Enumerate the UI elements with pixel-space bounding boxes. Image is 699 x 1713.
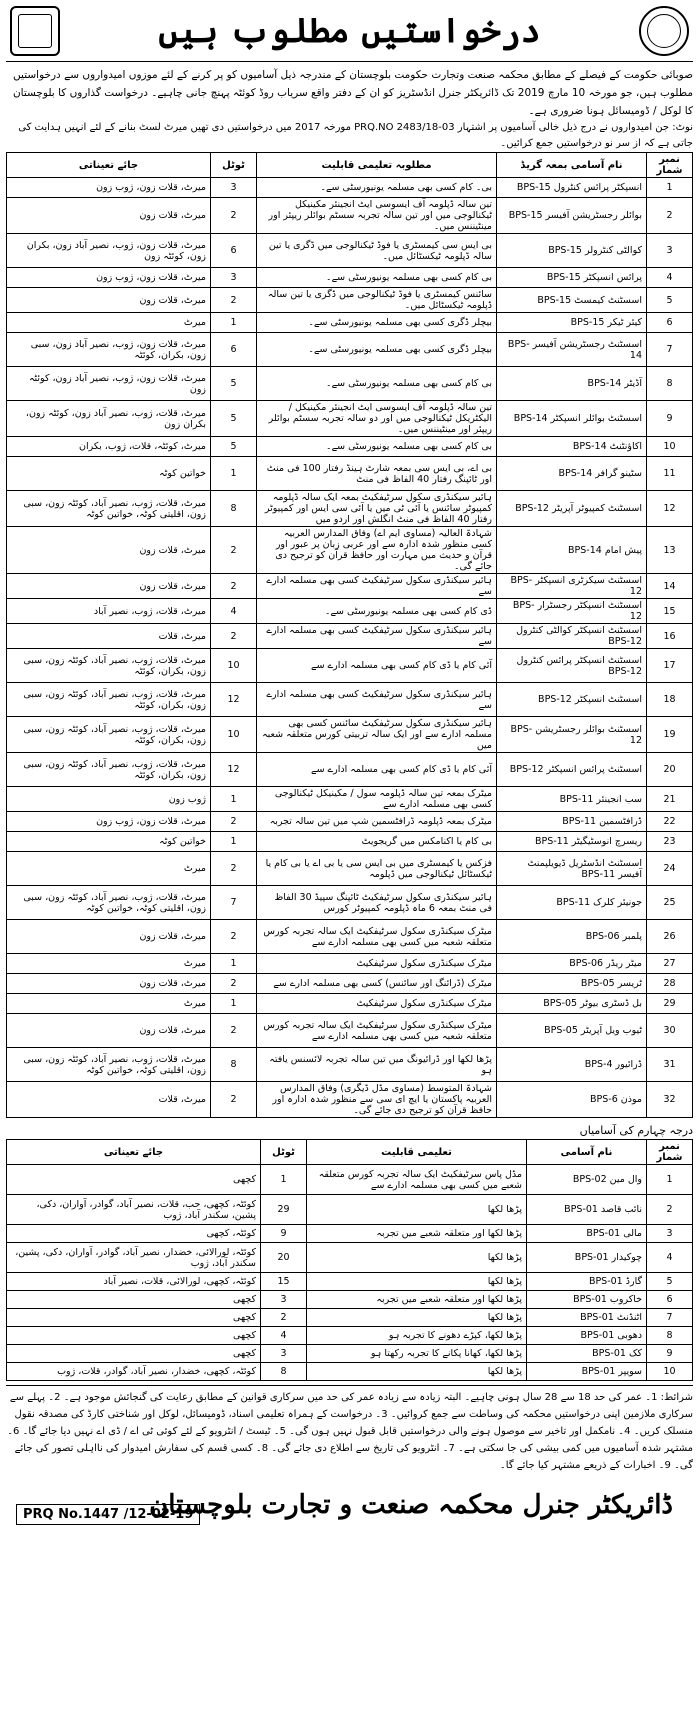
- post-count: 3: [261, 1291, 307, 1309]
- qualification: میٹرک سیکنڈری سکول سرٹیفکیٹ ایک سالہ تجربہ کورس متعلقہ شعبہ میں کسی بھی مسلمہ ادارے سے: [257, 920, 497, 954]
- post-name: اسسٹنٹ کمپیوٹر آپریٹر BPS-12: [497, 491, 647, 527]
- post-count: 5: [211, 437, 257, 457]
- posting-place: میرٹ، قلات زون، ژوب زون: [7, 268, 211, 288]
- post-name: اسسٹنٹ رجسٹریشن آفیسر BPS-14: [497, 333, 647, 367]
- post-name: انسپکٹر پرائس کنٹرول BPS-15: [497, 178, 647, 198]
- table-row: [7, 1048, 693, 1082]
- post-count: 3: [211, 268, 257, 288]
- table-row: [7, 1082, 693, 1118]
- row-number: 30: [647, 1014, 693, 1048]
- row-number: 8: [647, 1327, 693, 1345]
- post-count: 12: [211, 753, 257, 787]
- posting-place: میرٹ: [7, 852, 211, 886]
- post-count: 12: [211, 683, 257, 717]
- row-number: 29: [647, 994, 693, 1014]
- table-header-row: [7, 153, 693, 178]
- qualification: فزکس یا کیمسٹری میں بی ایس سی یا بی اے یا بی کام یا ٹیکسٹائل ٹیکنالوجی میں ڈپلومہ: [257, 852, 497, 886]
- post-name: اسسٹنٹ انسپکٹر رجسٹرار BPS-12: [497, 599, 647, 624]
- table-row: [7, 574, 693, 599]
- row-number: 4: [647, 1243, 693, 1273]
- row-number: 13: [647, 527, 693, 574]
- page-title: درخواستیں مطلوب ہیں: [158, 11, 541, 51]
- qualification: آئی کام یا ڈی کام کسی بھی مسلمہ ادارے سے: [257, 753, 497, 787]
- posting-place: خواتین کوٹہ: [7, 832, 211, 852]
- qualification: بیچلر ڈگری کسی بھی مسلمہ یونیورسٹی سے۔: [257, 313, 497, 333]
- table-row: [7, 1363, 693, 1381]
- row-number: 14: [647, 574, 693, 599]
- posting-place: میرٹ، قلات، ژوب، نصیر آباد، کوئٹہ زون، سبی زون، بکران، کوئٹہ: [7, 649, 211, 683]
- qualification: پڑھا لکھا: [307, 1273, 527, 1291]
- header-place: جائے تعیناتی: [7, 1140, 261, 1165]
- post-count: 10: [211, 649, 257, 683]
- row-number: 24: [647, 852, 693, 886]
- posting-place: کوئٹہ، کچھی، حب، قلات، نصیر آباد، گوادر، آواران، دکی، پشین، سکندر آباد، ژوب: [7, 1195, 261, 1225]
- qualification: میٹرک بمعہ ڈپلومہ ڈرافٹسمین شپ میں تین سالہ تجربہ: [257, 812, 497, 832]
- qualification: پڑھا لکھا: [307, 1195, 527, 1225]
- posting-place: میرٹ، قلات زون: [7, 1014, 211, 1048]
- post-name: مالی BPS-01: [527, 1225, 647, 1243]
- row-number: 2: [647, 198, 693, 234]
- row-number: 10: [647, 1363, 693, 1381]
- class-four-table: [6, 1139, 693, 1381]
- row-number: 25: [647, 886, 693, 920]
- qualification: میٹرک (ڈرائنگ اور سائنس) کسی بھی مسلمہ ادارے سے: [257, 974, 497, 994]
- post-name: اسسٹنٹ کیمسٹ BPS-15: [497, 288, 647, 313]
- post-name: پیش امام BPS-14: [497, 527, 647, 574]
- government-seal-icon: [10, 6, 60, 56]
- post-count: 2: [211, 198, 257, 234]
- qualification: شہادۃ العالیہ (مساوی ایم اے) وفاق المدارس العربیہ کسی منظور شدہ ادارہ سے اور عربی زبان پر عبور اور قرآن و حدیث میں مہارت اور حافظ قرآن کو ترجیح دی جائے گی۔: [257, 527, 497, 574]
- table-row: [7, 234, 693, 268]
- post-count: 1: [211, 787, 257, 812]
- post-count: 2: [211, 624, 257, 649]
- qualification: پڑھا لکھا اور متعلقہ شعبے میں تجربہ: [307, 1291, 527, 1309]
- row-number: 1: [647, 1165, 693, 1195]
- qualification: ہائیر سیکنڈری سکول سرٹیفکیٹ سائنس کسی بھی مسلمہ ادارے سے اور ایک سالہ تربیتی کورس متعلقہ شعبہ میں: [257, 717, 497, 753]
- qualification: تین سالہ ڈپلومہ آف ایسوسی ایٹ انجینئر مکینیکل / الیکٹریکل ٹیکنالوجی میں اور دو سالہ تجربہ سسٹم بوائلر ریپئر اور مینٹیننس میں۔: [257, 401, 497, 437]
- table-row: [7, 288, 693, 313]
- table-row: [7, 599, 693, 624]
- row-number: 11: [647, 457, 693, 491]
- post-count: 3: [211, 178, 257, 198]
- row-number: 31: [647, 1048, 693, 1082]
- qualification: بی کام یا اکنامکس میں گریجویٹ: [257, 832, 497, 852]
- post-count: 2: [211, 527, 257, 574]
- post-count: 2: [211, 852, 257, 886]
- posting-place: میرٹ، قلات زون، ژوب، نصیر آباد زون، کوئٹہ زون: [7, 367, 211, 401]
- table-header-row: [7, 1140, 693, 1165]
- posting-place: میرٹ، قلات زون: [7, 974, 211, 994]
- qualification: ہائیر سیکنڈری سکول سرٹیفکیٹ کسی بھی مسلمہ ادارے سے: [257, 683, 497, 717]
- row-number: 12: [647, 491, 693, 527]
- post-name: ڈرائیور BPS-4: [497, 1048, 647, 1082]
- row-number: 15: [647, 599, 693, 624]
- signature-line: ڈائریکٹر جنرل محکمہ صنعت و تجارت بلوچستان: [149, 1490, 673, 1520]
- post-name: اسسٹنٹ پرائس انسپکٹر BPS-12: [497, 753, 647, 787]
- post-count: 2: [211, 1082, 257, 1118]
- posting-place: میرٹ، کوئٹہ، قلات، ژوب، بکران: [7, 437, 211, 457]
- row-number: 22: [647, 812, 693, 832]
- qualification: آئی کام یا ڈی کام کسی بھی مسلمہ ادارے سے: [257, 649, 497, 683]
- post-name: اسسٹنٹ انسپکٹر BPS-12: [497, 683, 647, 717]
- vacancies-table: [6, 152, 693, 1118]
- post-count: 8: [261, 1363, 307, 1381]
- table-row: [7, 994, 693, 1014]
- table-row: [7, 683, 693, 717]
- qualification: شہادۃ المتوسط (مساوی مڈل ڈیگری) وفاق المدارس العربیہ پاکستان یا ایچ ای سی سے منظور شدہ ادارہ اور حافظ قرآن کو ترجیح دی جائے گی۔: [257, 1082, 497, 1118]
- table-row: [7, 268, 693, 288]
- posting-place: کوئٹہ، کچھی، خضدار، نصیر آباد، گوادر، قلات، ژوب: [7, 1363, 261, 1381]
- table-row: [7, 812, 693, 832]
- table-row: [7, 527, 693, 574]
- header-post: نام آسامی: [527, 1140, 647, 1165]
- post-name: ریسرچ انوسٹیگیٹر BPS-11: [497, 832, 647, 852]
- table-row: [7, 1165, 693, 1195]
- posting-place: کچھی: [7, 1309, 261, 1327]
- row-number: 17: [647, 649, 693, 683]
- post-count: 20: [261, 1243, 307, 1273]
- row-number: 20: [647, 753, 693, 787]
- post-count: 2: [211, 288, 257, 313]
- post-count: 2: [211, 1014, 257, 1048]
- table-row: [7, 1345, 693, 1363]
- row-number: 7: [647, 333, 693, 367]
- post-count: 6: [211, 234, 257, 268]
- post-count: 8: [211, 491, 257, 527]
- post-count: 10: [211, 717, 257, 753]
- row-number: 19: [647, 717, 693, 753]
- row-number: 5: [647, 1273, 693, 1291]
- post-name: بوائلر رجسٹریشن آفیسر BPS-15: [497, 198, 647, 234]
- posting-place: کچھی: [7, 1327, 261, 1345]
- qualification: بی کام کسی بھی مسلمہ یونیورسٹی سے۔: [257, 268, 497, 288]
- row-number: 9: [647, 1345, 693, 1363]
- table-row: [7, 457, 693, 491]
- post-name: سویپر BPS-01: [527, 1363, 647, 1381]
- post-count: 4: [211, 599, 257, 624]
- post-count: 4: [261, 1327, 307, 1345]
- qualification: ہائیر سیکنڈری سکول سرٹیفکیٹ کسی بھی مسلمہ ادارے سے: [257, 624, 497, 649]
- qualification: تین سالہ ڈپلومہ آف ایسوسی ایٹ انجینئر مکینیکل ٹیکنالوجی میں اور تین سالہ تجربہ سسٹم بوائلر ریپئر اور مینٹیننس میں۔: [257, 198, 497, 234]
- qualification: میٹرک سیکنڈری سکول سرٹیفکیٹ: [257, 954, 497, 974]
- qualification: بیچلر ڈگری کسی بھی مسلمہ یونیورسٹی سے۔: [257, 333, 497, 367]
- table-row: [7, 787, 693, 812]
- post-name: ٹیوب ویل آپریٹر BPS-05: [497, 1014, 647, 1048]
- posting-place: میرٹ، قلات، ژوب، نصیر آباد، کوئٹہ زون، سبی زون، اقلیتی کوٹہ، خواتین کوٹہ: [7, 1048, 211, 1082]
- table-row: [7, 954, 693, 974]
- post-count: 6: [211, 333, 257, 367]
- posting-place: کچھی: [7, 1345, 261, 1363]
- qualification: بی ایس سی کیمسٹری یا فوڈ ٹیکنالوجی میں ڈگری یا تین سالہ ڈپلومہ ٹیکسٹائل میں۔: [257, 234, 497, 268]
- posting-place: میرٹ، قلات زون، ژوب، نصیر آباد زون، بکران زون، کوئٹہ زون: [7, 234, 211, 268]
- table-row: [7, 920, 693, 954]
- post-name: سٹینو گرافر BPS-14: [497, 457, 647, 491]
- table-row: [7, 649, 693, 683]
- qualification: پڑھا لکھا، کپڑے دھونے کا تجربہ ہو: [307, 1327, 527, 1345]
- posting-place: میرٹ: [7, 954, 211, 974]
- post-name: اسسٹنٹ انسپکٹر کوالٹی کنٹرول BPS-12: [497, 624, 647, 649]
- post-count: 1: [211, 954, 257, 974]
- qualification: بی اے، بی ایس سی بمعہ شارٹ ہینڈ رفتار 100 فی منٹ اور ٹائپنگ رفتار 40 الفاظ فی منٹ: [257, 457, 497, 491]
- post-name: خاکروب BPS-01: [527, 1291, 647, 1309]
- header-total: ٹوٹل: [261, 1140, 307, 1165]
- posting-place: میرٹ، قلات زون: [7, 288, 211, 313]
- table-row: [7, 852, 693, 886]
- post-name: موذن BPS-6: [497, 1082, 647, 1118]
- post-count: 1: [211, 313, 257, 333]
- post-name: ٹریسر BPS-05: [497, 974, 647, 994]
- post-name: کوالٹی کنٹرولر BPS-15: [497, 234, 647, 268]
- balochistan-emblem-icon: [639, 6, 689, 56]
- header-no: نمبر شمار: [647, 153, 693, 178]
- posting-place: میرٹ، قلات: [7, 1082, 211, 1118]
- note-text: نوٹ: جن امیدواروں نے درج ذیل خالی آسامیوں پر اشتہار PRQ.NO 2483/18-03 مورخہ 2017 میں درخواستیں دی تھیں میرٹ لسٹ بنانے کے لئے انہیں ہدایت کی جاتی ہے کہ از سر نو درخواستیں جمع کرائیں۔: [18, 122, 693, 149]
- table-row: [7, 198, 693, 234]
- qualification: ہائیر سیکنڈری سکول سرٹیفکیٹ کسی بھی مسلمہ ادارے سے: [257, 574, 497, 599]
- post-name: آڈیٹر BPS-14: [497, 367, 647, 401]
- post-count: 1: [211, 832, 257, 852]
- posting-place: کوئٹہ، کچھی: [7, 1225, 261, 1243]
- post-name: اسسٹنٹ انڈسٹریل ڈیویلپمنٹ آفیسر BPS-11: [497, 852, 647, 886]
- table-row: [7, 974, 693, 994]
- posting-place: میرٹ، قلات زون، ژوب زون: [7, 812, 211, 832]
- post-name: چوکیدار BPS-01: [527, 1243, 647, 1273]
- posting-place: میرٹ، قلات زون، ژوب زون: [7, 178, 211, 198]
- row-number: 23: [647, 832, 693, 852]
- terms-text: شرائط: 1۔ عمر کی حد 18 سے 28 سال ہونی چاہیے۔ البتہ زیادہ سے زیادہ عمر کی حد میں سرکاری قوانین کے مطابق رعایت کی گنجائش موجود ہے۔ 2۔ پہلے سے سرکاری ملازمین اپنی درخواستیں محکمہ کی وساطت سے جمع کروائیں۔ 3۔ درخواست کے ہمراہ تعلیمی اسناد، ڈومیسائل، لوکل اور شناختی کارڈ کی مصدقہ نقول منسلک کریں۔ 4۔ نامکمل اور تاخیر سے موصول ہونے والی درخواستیں قابل قبول نہیں ہوں گی۔ 5۔ ٹیسٹ / انٹرویو کے لئے کوئی ٹی اے / ڈی اے نہیں دیا جائے گا۔ 6۔ مشتہر شدہ آسامیوں میں کمی بیشی کی جا سکتی ہے۔ 7۔ انٹرویو کی تاریخ سے اطلاع دی جائے گی۔ 8۔ کسی قسم کی سفارش امیدوار کی نااہلی تصور کی جائے گی۔ 9۔ اخبارات کے ذریعے مشتہر کیا جائے گا۔: [6, 1385, 693, 1474]
- table-row: [7, 624, 693, 649]
- qualification: ہائیر سیکنڈری سکول سرٹیفکیٹ ٹائپنگ سپیڈ 30 الفاظ فی منٹ بمعہ 6 ماہ ڈپلومہ کمپیوٹر کورس: [257, 886, 497, 920]
- posting-place: کوئٹہ، کچھی، لورالائی، قلات، نصیر آباد: [7, 1273, 261, 1291]
- row-number: 10: [647, 437, 693, 457]
- post-name: پلمبر BPS-06: [497, 920, 647, 954]
- post-count: 15: [261, 1273, 307, 1291]
- post-name: اسسٹنٹ بوائلر رجسٹریشن BPS-12: [497, 717, 647, 753]
- qualification: ڈی کام کسی بھی مسلمہ یونیورسٹی سے۔: [257, 599, 497, 624]
- posting-place: کچھی: [7, 1165, 261, 1195]
- qualification: بی کام کسی بھی مسلمہ یونیورسٹی سے۔: [257, 437, 497, 457]
- table-row: [7, 313, 693, 333]
- posting-place: میرٹ، قلات، ژوب، نصیر آباد، کوئٹہ زون، سبی زون، بکران، کوئٹہ: [7, 717, 211, 753]
- post-name: سب انجینئر BPS-11: [497, 787, 647, 812]
- qualification: میٹرک سیکنڈری سکول سرٹیفکیٹ: [257, 994, 497, 1014]
- post-name: اکاؤنٹنٹ BPS-14: [497, 437, 647, 457]
- row-number: 18: [647, 683, 693, 717]
- post-name: کیئر ٹیکر BPS-15: [497, 313, 647, 333]
- header-post: نام آسامی بمعہ گریڈ: [497, 153, 647, 178]
- posting-place: میرٹ، قلات، ژوب، نصیر آباد، کوئٹہ زون، سبی زون، اقلیتی کوٹہ، خواتین کوٹہ: [7, 886, 211, 920]
- post-name: گارڈ BPS-01: [527, 1273, 647, 1291]
- post-name: اٹنڈنٹ BPS-01: [527, 1309, 647, 1327]
- table-row: [7, 1309, 693, 1327]
- table-row: [7, 1014, 693, 1048]
- qualification: پڑھا لکھا: [307, 1363, 527, 1381]
- table-row: [7, 491, 693, 527]
- posting-place: میرٹ، قلات: [7, 624, 211, 649]
- row-number: 4: [647, 268, 693, 288]
- row-number: 26: [647, 920, 693, 954]
- qualification: سائنس کیمسٹری یا فوڈ ٹیکنالوجی میں ڈگری یا تین سالہ ڈپلومہ ٹیکسٹائل میں۔: [257, 288, 497, 313]
- posting-place: کچھی: [7, 1291, 261, 1309]
- table-row: [7, 1225, 693, 1243]
- table-row: [7, 753, 693, 787]
- post-count: 2: [261, 1309, 307, 1327]
- header-qualification: تعلیمی قابلیت: [307, 1140, 527, 1165]
- footer: [6, 1480, 693, 1540]
- qualification: پڑھا لکھا اور متعلقہ شعبے میں تجربہ: [307, 1225, 527, 1243]
- table-row: [7, 832, 693, 852]
- posting-place: میرٹ، قلات زون: [7, 920, 211, 954]
- posting-place: میرٹ: [7, 994, 211, 1014]
- posting-place: میرٹ، قلات، ژوب، نصیر آباد زون، کوئٹہ زون، بکران زون: [7, 401, 211, 437]
- post-name: دھوبی BPS-01: [527, 1327, 647, 1345]
- post-count: 7: [211, 886, 257, 920]
- table-row: [7, 437, 693, 457]
- intro-text: صوبائی حکومت کے فیصلے کے مطابق محکمہ صنعت وتجارت حکومت بلوچستان کے مندرجہ ذیل آسامیوں کو پر کرنے کے لئے موزوں امیدواروں سے درخواستیں مطلوب ہیں، جو مورخہ 10 مارچ 2019 تک ڈائریکٹر جنرل انڈسٹریز کو ان کے دفتر واقع سریاب روڈ کوئٹہ پہنچ جانی چاہیے۔ درخواست گذاروں کا بلوچستان کا لوکل / ڈومیسائل ہونا ضروری ہے۔: [12, 69, 693, 117]
- table-row: [7, 333, 693, 367]
- table-row: [7, 1327, 693, 1345]
- qualification: بی۔ کام کسی بھی مسلمہ یونیورسٹی سے۔: [257, 178, 497, 198]
- qualification: میٹرک بمعہ تین سالہ ڈپلومہ سول / مکینیکل ٹیکنالوجی کسی بھی مسلمہ ادارے سے: [257, 787, 497, 812]
- header-place: جائے تعیناتی: [7, 153, 211, 178]
- posting-place: میرٹ، قلات، ژوب، نصیر آباد، کوئٹہ زون، سبی زون، بکران، کوئٹہ: [7, 683, 211, 717]
- post-count: 1: [261, 1165, 307, 1195]
- post-name: نائب قاصد BPS-01: [527, 1195, 647, 1225]
- post-name: اسسٹنٹ سیکرٹری انسپکٹر BPS-12: [497, 574, 647, 599]
- posting-place: خواتین کوٹہ: [7, 457, 211, 491]
- row-number: 16: [647, 624, 693, 649]
- post-count: 2: [211, 574, 257, 599]
- post-count: 9: [261, 1225, 307, 1243]
- header-qualification: مطلوبہ تعلیمی قابلیت: [257, 153, 497, 178]
- row-number: 6: [647, 313, 693, 333]
- qualification: مڈل پاس سرٹیفکیٹ ایک سالہ تجربہ کورس متعلقہ شعبے میں کسی بھی مسلمہ ادارے سے: [307, 1165, 527, 1195]
- section-title-class-four: درجہ چہارم کی آسامیاں: [579, 1124, 693, 1137]
- row-number: 8: [647, 367, 693, 401]
- post-count: 2: [211, 812, 257, 832]
- row-number: 28: [647, 974, 693, 994]
- posting-place: میرٹ، قلات زون، ژوب، نصیر آباد زون، سبی زون، بکران، کوئٹہ: [7, 333, 211, 367]
- posting-place: میرٹ، قلات، ژوب، نصیر آباد، کوئٹہ زون، سبی زون، بکران، کوئٹہ: [7, 753, 211, 787]
- post-count: 2: [211, 920, 257, 954]
- row-number: 6: [647, 1291, 693, 1309]
- table-row: [7, 1291, 693, 1309]
- posting-place: میرٹ، قلات زون: [7, 198, 211, 234]
- row-number: 27: [647, 954, 693, 974]
- table-row: [7, 1243, 693, 1273]
- table-row: [7, 367, 693, 401]
- post-count: 5: [211, 401, 257, 437]
- post-name: اسسٹنٹ انسپکٹر پرائس کنٹرول BPS-12: [497, 649, 647, 683]
- header: [6, 4, 693, 62]
- post-name: جونیئر کلرک BPS-11: [497, 886, 647, 920]
- post-name: پرائس انسپکٹر BPS-15: [497, 268, 647, 288]
- post-count: 29: [261, 1195, 307, 1225]
- qualification: بی کام کسی بھی مسلمہ یونیورسٹی سے۔: [257, 367, 497, 401]
- qualification: پڑھا لکھا اور ڈرائیونگ میں تین سالہ تجربہ لائسنس یافتہ ہو: [257, 1048, 497, 1082]
- prq-number: PRQ No.1447 /12-02-19: [16, 1504, 200, 1525]
- qualification: پڑھا لکھا: [307, 1243, 527, 1273]
- row-number: 3: [647, 234, 693, 268]
- post-name: بل ڈسٹری بیوٹر BPS-05: [497, 994, 647, 1014]
- posting-place: میرٹ، قلات زون: [7, 527, 211, 574]
- qualification: میٹرک سیکنڈری سکول سرٹیفکیٹ ایک سالہ تجربہ کورس متعلقہ شعبہ میں کسی بھی مسلمہ ادارے سے: [257, 1014, 497, 1048]
- post-count: 1: [211, 457, 257, 491]
- header-no: نمبر شمار: [647, 1140, 693, 1165]
- post-name: میٹر ریڈر BPS-06: [497, 954, 647, 974]
- table-row: [7, 178, 693, 198]
- posting-place: کوئٹہ، لورالائی، خضدار، نصیر آباد، گوادر، آواران، دکی، پشین، سکندر آباد، ژوب: [7, 1243, 261, 1273]
- post-name: ڈرافٹسمین BPS-11: [497, 812, 647, 832]
- table-row: [7, 401, 693, 437]
- row-number: 21: [647, 787, 693, 812]
- table-row: [7, 717, 693, 753]
- post-name: کک BPS-01: [527, 1345, 647, 1363]
- row-number: 7: [647, 1309, 693, 1327]
- qualification: پڑھا لکھا، کھانا پکانے کا تجربہ رکھتا ہو: [307, 1345, 527, 1363]
- row-number: 1: [647, 178, 693, 198]
- table-row: [7, 1273, 693, 1291]
- posting-place: میرٹ، قلات زون: [7, 574, 211, 599]
- post-name: اسسٹنٹ بوائلر انسپکٹر BPS-14: [497, 401, 647, 437]
- post-count: 1: [211, 994, 257, 1014]
- header-total: ٹوٹل: [211, 153, 257, 178]
- table-row: [7, 886, 693, 920]
- post-count: 3: [261, 1345, 307, 1363]
- post-count: 8: [211, 1048, 257, 1082]
- qualification: پڑھا لکھا: [307, 1309, 527, 1327]
- qualification: ہائیر سیکنڈری سکول سرٹیفکیٹ بمعہ ایک سالہ ڈپلومہ کمپیوٹر سائنس یا آئی ٹی میں یا آئی سی ایس اور کمپیوٹر رفتار 40 الفاظ فی منٹ انگلش اور اردو میں: [257, 491, 497, 527]
- row-number: 9: [647, 401, 693, 437]
- row-number: 32: [647, 1082, 693, 1118]
- row-number: 3: [647, 1225, 693, 1243]
- post-count: 2: [211, 974, 257, 994]
- row-number: 5: [647, 288, 693, 313]
- posting-place: میرٹ، قلات، ژوب، نصیر آباد: [7, 599, 211, 624]
- post-name: وال مین BPS-02: [527, 1165, 647, 1195]
- row-number: 2: [647, 1195, 693, 1225]
- table-row: [7, 1195, 693, 1225]
- posting-place: میرٹ، قلات، ژوب، نصیر آباد، کوئٹہ زون، سبی زون، اقلیتی کوٹہ، خواتین کوٹہ: [7, 491, 211, 527]
- post-count: 5: [211, 367, 257, 401]
- posting-place: میرٹ: [7, 313, 211, 333]
- posting-place: ژوب زون: [7, 787, 211, 812]
